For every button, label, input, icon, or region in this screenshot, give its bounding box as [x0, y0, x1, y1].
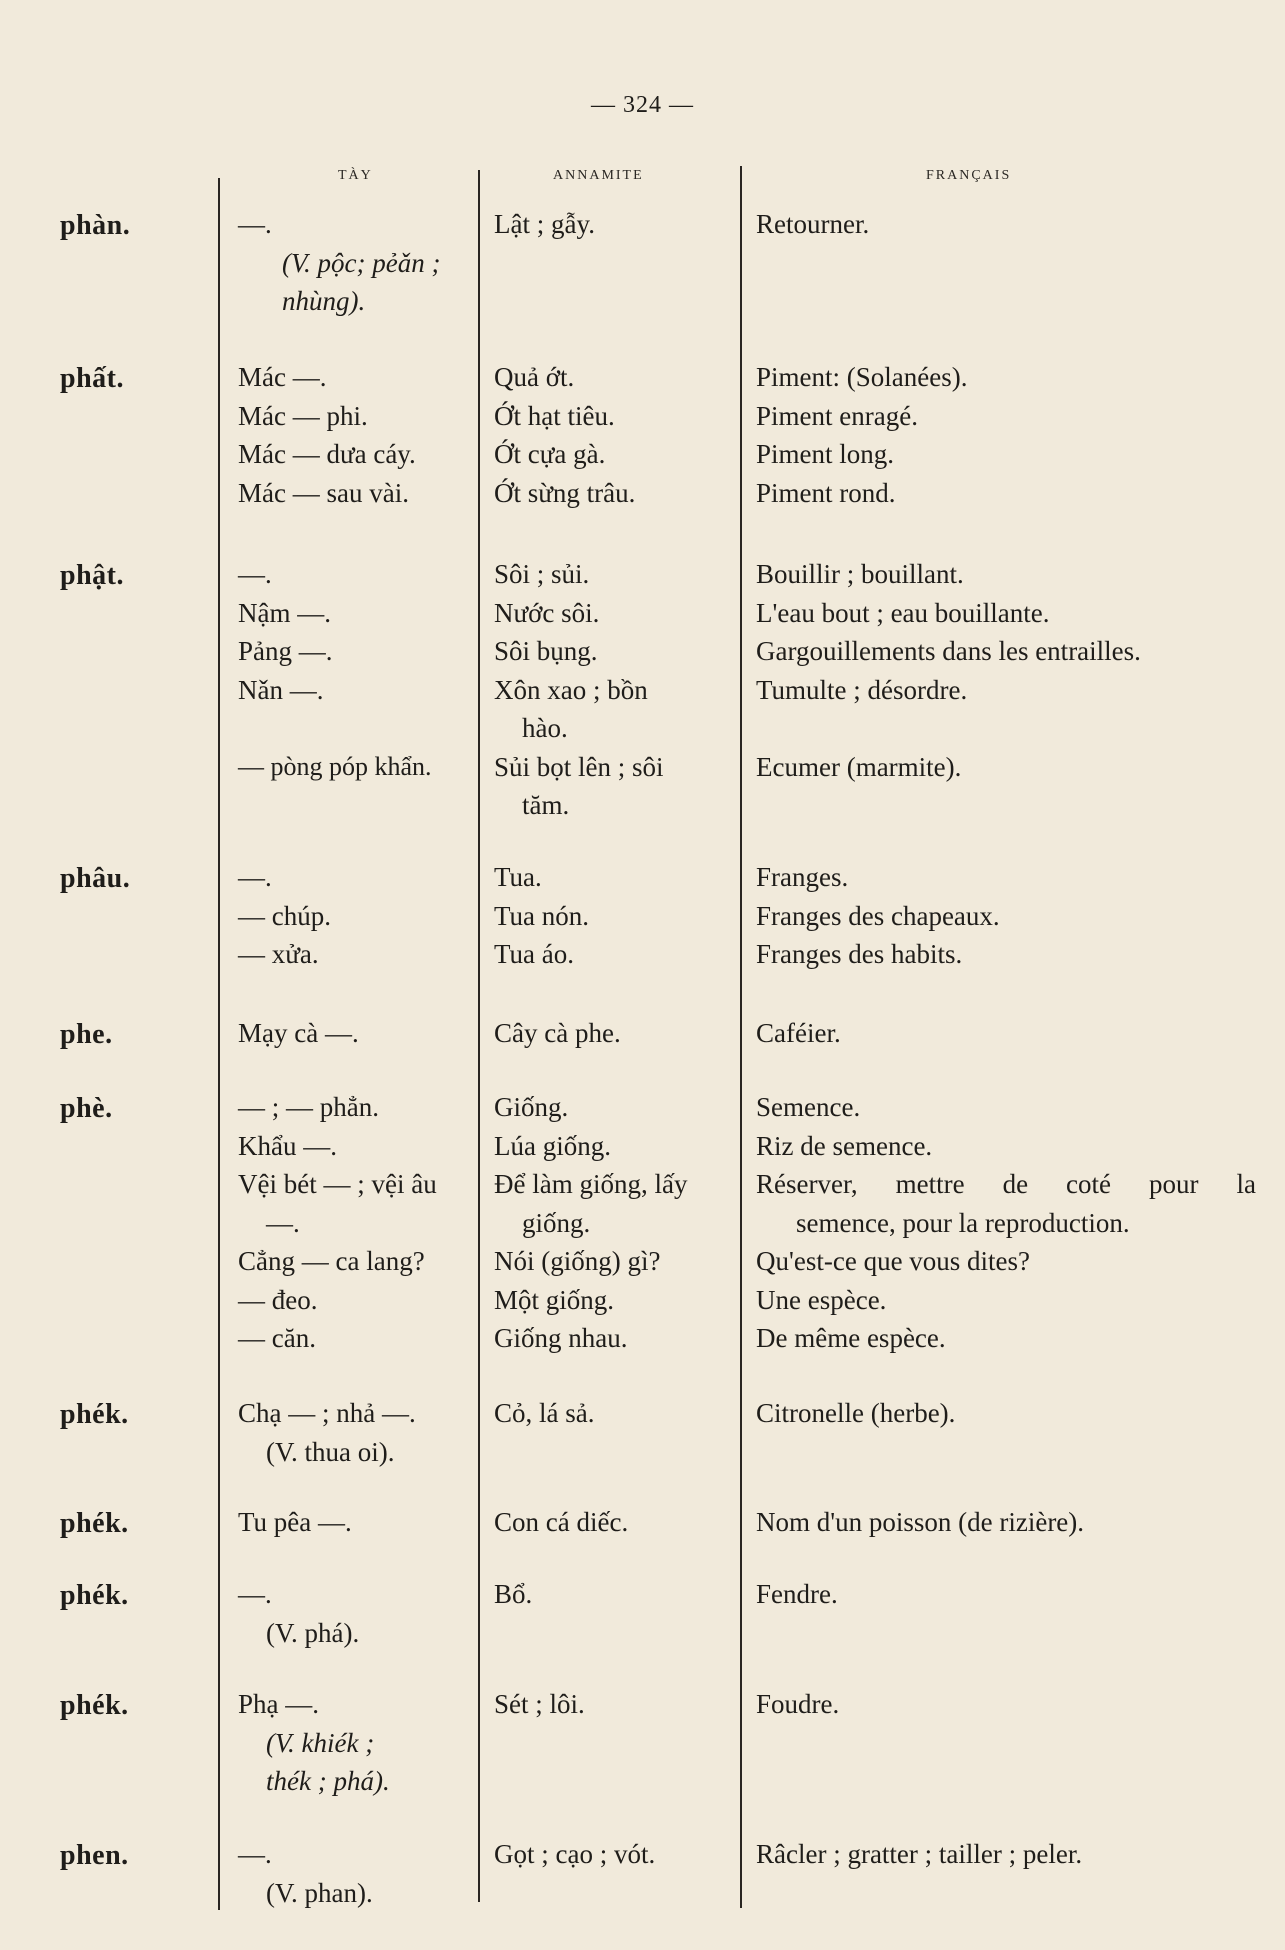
- tay-line: — căn.: [238, 1323, 316, 1353]
- francais-line: Nom d'un poisson (de rizière).: [756, 1507, 1085, 1537]
- francais-line: Foudre.: [756, 1689, 840, 1719]
- francais-column: [756, 858, 1256, 974]
- annamite-column: [494, 1503, 744, 1542]
- francais-line: Piment: (Solanées).: [756, 362, 968, 392]
- tay-line: Mác — sau vài.: [238, 477, 409, 508]
- tay-column: [238, 358, 476, 512]
- annamite-line: Nói (giống) gì?: [494, 1246, 661, 1276]
- annamite-column: [494, 1394, 744, 1433]
- francais-line: Franges des habits.: [756, 939, 963, 969]
- tay-column: [238, 1014, 476, 1053]
- annamite-column: [494, 1088, 744, 1358]
- annamite-column: [494, 1685, 744, 1724]
- annamite-line: Bổ.: [494, 1579, 533, 1609]
- entry-headword: phất.: [60, 363, 124, 394]
- tay-line: Mác — phi.: [238, 400, 368, 431]
- francais-line: Une espèce.: [756, 1284, 887, 1315]
- tay-line: —.: [238, 209, 272, 239]
- annamite-line: Tua nón.: [494, 900, 590, 931]
- annamite-line: Để làm giống, lấy: [494, 1169, 688, 1199]
- annamite-line: Tua.: [494, 862, 542, 892]
- annamite-column: [494, 1014, 744, 1053]
- entry-headword: phe.: [60, 1019, 113, 1050]
- francais-column: [756, 1685, 1256, 1724]
- francais-column: [756, 1394, 1256, 1433]
- tay-column: [238, 858, 476, 974]
- tay-line: Mác — dưa cáy.: [238, 439, 416, 469]
- francais-column: [756, 1088, 1256, 1358]
- tay-line: —.: [238, 1839, 272, 1869]
- tay-line: — xửa.: [238, 939, 319, 969]
- annamite-column: [494, 1575, 744, 1614]
- entry-headword: phè.: [60, 1093, 113, 1124]
- annamite-line: Sôi bụng.: [494, 636, 598, 666]
- column-rule-1: [218, 178, 220, 1910]
- tay-line: Phạ —.: [238, 1689, 319, 1719]
- header-annamite: ANNAMITE: [553, 168, 644, 183]
- entry-headword: phék.: [60, 1508, 129, 1539]
- francais-line: Retourner.: [756, 209, 870, 239]
- tay-line: Vệi bét — ; vệi âu: [238, 1169, 437, 1199]
- francais-line: Bouillir ; bouillant.: [756, 559, 964, 589]
- francais-line: Piment rond.: [756, 477, 896, 508]
- francais-line: Franges.: [756, 862, 849, 892]
- annamite-line: Cỏ, lá sả.: [494, 1398, 595, 1428]
- annamite-line: Sủi bọt lên ; sôi: [494, 751, 664, 782]
- tay-line: (V. phan).: [266, 1877, 373, 1908]
- tay-line: Khẩu —.: [238, 1130, 337, 1161]
- annamite-column: [494, 858, 744, 974]
- tay-column: [238, 1575, 476, 1652]
- tay-line: (V. thua oi).: [266, 1436, 395, 1467]
- francais-column: [756, 205, 1256, 244]
- tay-column: [238, 555, 476, 786]
- tay-column: [238, 1088, 476, 1358]
- tay-line: — chúp.: [238, 900, 331, 931]
- annamite-line: tăm.: [522, 790, 570, 820]
- annamite-line: Gọt ; cạo ; vót.: [494, 1839, 656, 1869]
- francais-line: Piment long.: [756, 439, 895, 469]
- header-francais: FRANÇAIS: [926, 168, 1012, 183]
- tay-column: [238, 205, 476, 321]
- annamite-line: Giống.: [494, 1092, 569, 1122]
- annamite-line: Con cá diếc.: [494, 1507, 629, 1537]
- francais-line: L'eau bout ; eau bouillante.: [756, 597, 1050, 628]
- francais-column: [756, 1835, 1256, 1874]
- tay-line: (V. pộc; pẻǎn ;: [282, 247, 441, 278]
- tay-line: —.: [238, 559, 272, 589]
- annamite-line: Tua áo.: [494, 939, 575, 969]
- tay-line: Pảng —.: [238, 636, 333, 666]
- francais-line: [756, 709, 1256, 748]
- francais-line: Semence.: [756, 1092, 861, 1122]
- annamite-line: Xôn xao ; bồn: [494, 674, 648, 705]
- page-number: — 324 —: [591, 92, 694, 118]
- francais-column: [756, 1575, 1256, 1614]
- entry-headword: phék.: [60, 1399, 129, 1430]
- tay-line: —.: [238, 862, 272, 892]
- annamite-line: Lúa giống.: [494, 1130, 611, 1161]
- francais-line: Fendre.: [756, 1579, 838, 1609]
- annamite-line: giống.: [522, 1207, 591, 1238]
- annamite-line: Ớt cựa gà.: [494, 439, 606, 469]
- tay-line: Mác —.: [238, 362, 327, 392]
- header-tay: TÀY: [338, 168, 373, 183]
- tay-line: — ; — phẳn.: [238, 1092, 379, 1122]
- tay-line: — đeo.: [238, 1284, 318, 1315]
- annamite-column: [494, 555, 744, 825]
- francais-line: semence, pour la reproduction.: [796, 1207, 1130, 1238]
- tay-line: Nǎn —.: [238, 674, 324, 705]
- tay-line: —.: [266, 1207, 300, 1238]
- tay-line: nhùng).: [282, 286, 366, 316]
- entry-headword: phâu.: [60, 863, 131, 894]
- francais-line: Gargouillements dans les entrailles.: [756, 636, 1141, 666]
- tay-column: [238, 1394, 476, 1471]
- francais-line: Riz de semence.: [756, 1130, 933, 1161]
- francais-column: [756, 358, 1256, 512]
- francais-column: [756, 555, 1256, 786]
- entry-headword: phék.: [60, 1580, 129, 1611]
- entry-headword: phék.: [60, 1690, 129, 1721]
- tay-line: Tu pêa —.: [238, 1507, 352, 1537]
- tay-line: Cẳng — ca lang?: [238, 1246, 425, 1276]
- annamite-line: Nước sôi.: [494, 597, 600, 628]
- francais-line: Piment enragé.: [756, 400, 918, 431]
- entry-headword: phàn.: [60, 210, 131, 241]
- francais-column: [756, 1014, 1256, 1053]
- tay-column: [238, 1685, 476, 1801]
- tay-line: Nậm —.: [238, 597, 331, 628]
- annamite-line: Ớt sừng trâu.: [494, 477, 636, 508]
- francais-line: Caféier.: [756, 1018, 841, 1048]
- tay-column: [238, 1503, 476, 1542]
- tay-line: —.: [238, 1579, 272, 1609]
- francais-line: Franges des chapeaux.: [756, 900, 1000, 931]
- annamite-line: Giống nhau.: [494, 1323, 628, 1353]
- column-rule-2: [478, 170, 480, 1902]
- tay-line: Mạy cà —.: [238, 1018, 359, 1048]
- tay-line: [238, 709, 476, 748]
- annamite-line: Lật ; gẫy.: [494, 209, 595, 239]
- entry-headword: phật.: [60, 560, 124, 591]
- francais-line: Citronelle (herbe).: [756, 1398, 956, 1428]
- francais-line: Râcler ; gratter ; tailler ; peler.: [756, 1839, 1083, 1869]
- annamite-line: Một giống.: [494, 1284, 615, 1315]
- tay-line: (V. phá).: [266, 1617, 360, 1648]
- tay-column: [238, 1835, 476, 1912]
- annamite-column: [494, 358, 744, 512]
- francais-line: Ecumer (marmite).: [756, 751, 962, 782]
- annamite-line: Ớt hạt tiêu.: [494, 400, 615, 431]
- francais-line: Tumulte ; désordre.: [756, 674, 968, 705]
- tay-line: thék ; phá).: [266, 1766, 390, 1796]
- francais-line: Qu'est-ce que vous dites?: [756, 1246, 1031, 1276]
- francais-line: Réserver, mettre de coté pour la: [756, 1169, 1256, 1199]
- annamite-column: [494, 205, 744, 244]
- tay-line: Chạ — ; nhả —.: [238, 1398, 416, 1428]
- annamite-line: Sôi ; sủi.: [494, 559, 590, 589]
- francais-column: [756, 1503, 1256, 1542]
- tay-line: (V. khiék ;: [266, 1727, 375, 1758]
- annamite-line: Cây cà phe.: [494, 1018, 621, 1048]
- annamite-column: [494, 1835, 744, 1874]
- entry-headword: phen.: [60, 1840, 129, 1871]
- annamite-line: hào.: [522, 713, 568, 743]
- annamite-line: Quả ớt.: [494, 362, 575, 392]
- annamite-line: Sét ; lôi.: [494, 1689, 585, 1719]
- francais-line: De même espèce.: [756, 1323, 946, 1353]
- tay-line: — pòng póp khẩn.: [238, 751, 432, 781]
